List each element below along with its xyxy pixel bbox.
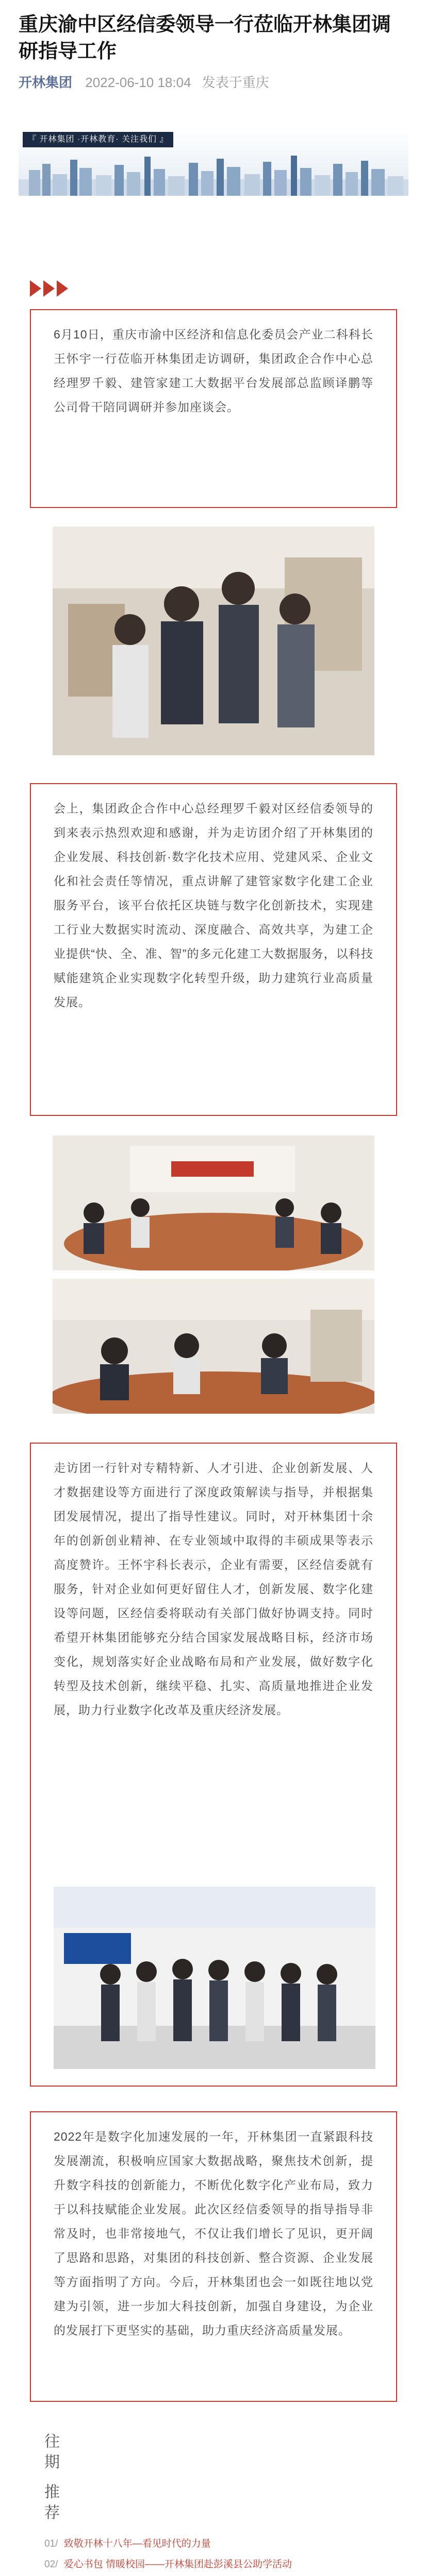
related-article-number: 02/ [44, 2559, 58, 2570]
city-skyline-illustration [19, 149, 408, 196]
content-box-meeting [30, 783, 397, 1116]
photo-visit-tour [53, 527, 374, 755]
content-box-guidance [30, 1443, 397, 2087]
account-name-link[interactable]: 开林集团 [19, 75, 73, 90]
related-article-link[interactable] [44, 2554, 385, 2575]
section-arrows-decoration [30, 280, 68, 299]
related-article-number: 01/ [44, 2538, 58, 2549]
related-article-text: 致敬开林十八年—看见时代的力量 [63, 2538, 211, 2549]
article-title: 重庆渝中区经信委领导一行莅临开林集团调研指导工作 [19, 14, 391, 62]
guidance-paragraph: 走访团一行针对专精特新、人才引进、企业创新发展、人才数据建设等方面进行了深度政策解读与指导，并根据集团发展情况，提出了指导性建议。同时，对开林集团十余年的创新创业精神、在专业领域中取得的丰硕成果等表示高度赞许。王怀宇科长表示，企业有需要，区经信委就有服务，针对企业如何更好留住人才，创新发展、数字化建设等问题，区经信委将联动有关部门做好协调支持。同时希望开林集团能够充分结合国家发展战略目标，经济市场变化，规划落实好企业战略布局和产业发展，做好数字化转型及技术创新，继续平稳、扎实、高质量地推进企业发展，助力行业数字化改革及重庆经济发展。 [54, 1461, 373, 1717]
related-article-link[interactable] [44, 2534, 385, 2554]
related-articles-list [44, 2534, 385, 2576]
photo-group [54, 1887, 375, 2069]
header-banner [19, 128, 408, 196]
banner-slogan: 『 开林集团 ·开林教育· 关注我们 』 [23, 132, 173, 147]
publish-date: 2022-06-10 18:04 [85, 75, 191, 90]
photo-meeting-room [53, 1136, 374, 1270]
photo-meeting-discussion [53, 1279, 374, 1414]
meeting-paragraph: 会上，集团政企合作中心总经理罗千毅对区经信委领导的到来表示热烈欢迎和感谢，并为走访团介绍了开林集团的企业发展、科技创新·数字化技术应用、党建风采、企业文化和社会责任等情况，重点讲解了建管家数字化建工企业服务平台，该平台依托区块链与数字化创新技术，实现建工行业大数据实时流动、深度融合、高效共享，为建工企业提供“快、全、准、智”的多元化建工大数据服务，以科技赋能建筑企业实现数字化转型升级，助力建筑行业高质量发展。 [54, 802, 373, 1009]
summary-paragraph: 2022年是数字化加速发展的一年，开林集团一直紧跟科技发展潮流，积极响应国家大数据战略，聚焦技术创新，提升数字科技的创新能力，不断优化数字化产业布局，致力于以科技赋能企业发展。此次区经信委领导的指导指导非常及时，也非常接地气，不仅让我们增长了见识，更开阔了思路和思路，对集团的科技创新、整合资源、企业发展等方面指明了方向。今后，开林集团也会一如既往地以党建为引领，进一步加大科技创新，加强自身建设，为企业的发展打下更坚实的基础，助力重庆经济高质量发展。 [54, 2130, 373, 2337]
article-meta [19, 72, 408, 91]
content-box-summary [30, 2111, 397, 2402]
publish-location: 发表于重庆 [202, 75, 269, 90]
related-title-char-3: 推 [44, 2484, 66, 2501]
related-title-char-1: 往 [44, 2433, 66, 2450]
intro-paragraph: 6月10日，重庆市渝中区经济和信息化委员会产业二科科长王怀宇一行莅临开林集团走访调研，集团政企合作中心总经理罗千毅、建管家建工大数据平台发展部总监顾译鹏等公司骨干陪同调研并参加座谈会。 [54, 328, 373, 414]
related-articles-title [44, 2432, 66, 2523]
related-title-char-2: 期 [44, 2454, 66, 2471]
article-header [0, 0, 427, 91]
related-title-char-4: 荐 [44, 2504, 66, 2521]
related-article-text: 爱心书包 情暖校园——开林集团赴彭溪县公助学活动 [63, 2559, 292, 2570]
content-box-intro [30, 309, 397, 508]
